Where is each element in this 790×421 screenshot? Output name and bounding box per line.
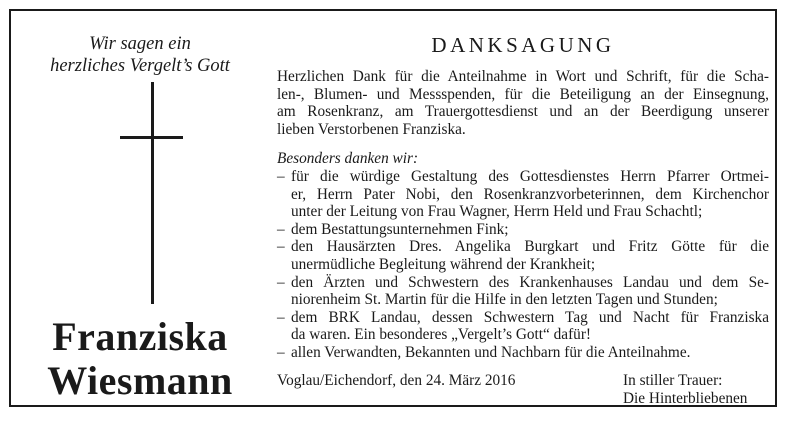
paragraph-line: lieben Verstorbenen Franziska.	[277, 120, 466, 138]
list-item	[277, 238, 769, 273]
item-line: er, Herrn Pater Nobi, den Rosenkranzvorbeterinnen, dem Kirchenchor	[291, 185, 769, 203]
paragraph-line: len-, Blumen- und Messspenden, für die Beteiligung an der Einsegnung,	[277, 85, 769, 103]
list-item	[277, 274, 769, 309]
notice-title: DANKSAGUNG	[431, 33, 615, 57]
item-line: unermüdliche Begleitung während der Krankheit;	[291, 255, 596, 273]
deceased-name	[20, 315, 260, 403]
cross-horizontal-bar	[120, 136, 183, 139]
intro-line: herzliches Vergelt’s Gott	[50, 56, 230, 76]
paragraph-line: Herzlichen Dank für die Anteilnahme in Wort und Schrift, für die Scha-	[277, 68, 769, 85]
dash-bullet: –	[277, 220, 285, 238]
item-line: dem BRK Landau, dessen Schwestern Tag und Nacht für Franziska	[291, 308, 769, 326]
intro-text	[20, 33, 260, 77]
thanks-paragraph	[277, 68, 769, 138]
item-line: da waren. Ein besonderes „Vergelt’s Gott“ dafür!	[291, 326, 592, 344]
item-line: für die würdige Gestaltung des Gottesdienstes Herrn Pfarrer Ortmei-	[291, 168, 769, 185]
dash-bullet: –	[277, 308, 285, 326]
thanks-heading: Besonders danken wir:	[277, 150, 419, 167]
dash-bullet: –	[277, 273, 285, 291]
obituary-notice	[9, 9, 777, 407]
dash-bullet: –	[277, 238, 285, 256]
item-line: niorenheim St. Martin für die Hilfe in den letzten Tagen und Stunden;	[291, 291, 718, 309]
list-item	[277, 168, 769, 221]
closing-line: In stiller Trauer:	[623, 372, 723, 389]
list-item	[277, 344, 769, 362]
thanks-list	[277, 168, 769, 362]
cross-vertical-bar	[151, 82, 154, 304]
left-column	[20, 11, 260, 407]
closing-line: Die Hinterbliebenen	[623, 389, 748, 407]
paragraph-line: am Rosenkranz, am Trauergottesdienst und an der Beerdigung unserer	[277, 103, 769, 121]
item-line: den Hausärzten Dres. Angelika Burgkart und Fritz Götte für die	[291, 238, 769, 256]
closing-signature	[623, 372, 747, 407]
intro-line: Wir sagen ein	[89, 34, 191, 54]
list-item	[277, 309, 769, 344]
place-date: Voglau/Eichendorf, den 24. März 2016	[277, 372, 516, 389]
list-item	[277, 221, 769, 239]
dash-bullet: –	[277, 168, 285, 185]
item-line: den Ärzten und Schwestern des Krankenhauses Landau und dem Se-	[291, 273, 769, 291]
right-column	[277, 11, 769, 407]
last-name: Wiesmann	[47, 358, 233, 403]
item-line: allen Verwandten, Bekannten und Nachbarn für die Anteilnahme.	[291, 343, 691, 361]
item-line: dem Bestattungsunternehmen Fink;	[291, 220, 509, 238]
dash-bullet: –	[277, 343, 285, 361]
item-line: unter der Leitung von Frau Wagner, Herrn Held und Frau Schachtl;	[291, 203, 703, 221]
first-name: Franziska	[52, 314, 228, 359]
